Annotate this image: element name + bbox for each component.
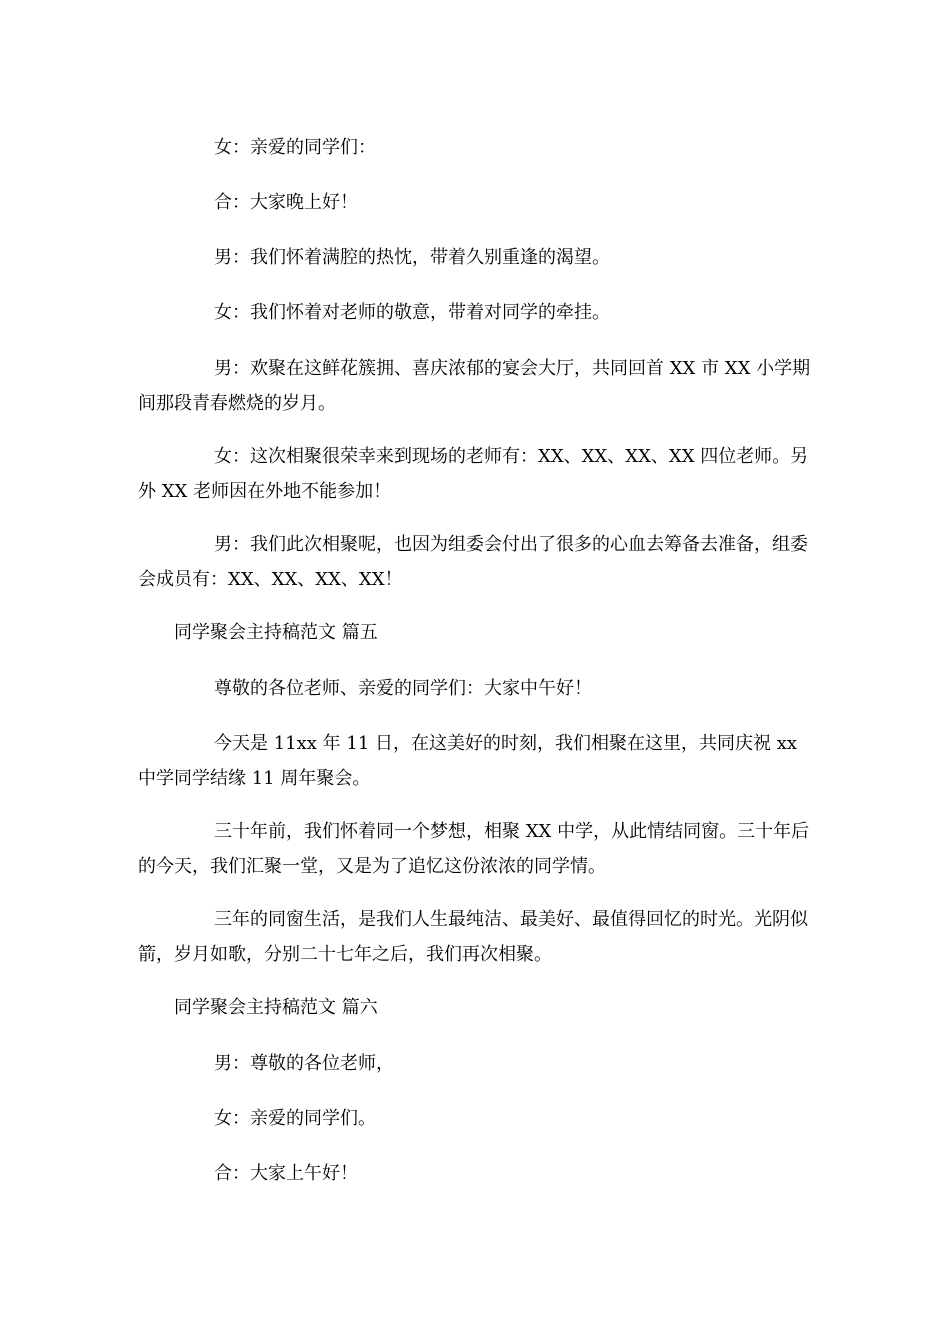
paragraph: 男：欢聚在这鲜花簇拥、喜庆浓郁的宴会大厅，共同回首 XX 市 XX 小学期间那段青春燃烧的岁月。 [138, 358, 811, 414]
paragraph: 女：亲爱的同学们。 [214, 1108, 376, 1129]
paragraph: 男：我们怀着满腔的热忱，带着久别重逢的渴望。 [214, 247, 610, 268]
section-heading: 同学聚会主持稿范文 篇六 [174, 997, 378, 1018]
section-heading: 同学聚会主持稿范文 篇五 [174, 622, 378, 643]
paragraph: 女：亲爱的同学们： [214, 137, 376, 158]
paragraph: 三年的同窗生活，是我们人生最纯洁、最美好、最值得回忆的时光。光阴似箭，岁月如歌，分别二十七年之后，我们再次相聚。 [138, 909, 808, 965]
paragraph: 合：大家晚上好！ [214, 192, 358, 213]
paragraph: 三十年前，我们怀着同一个梦想，相聚 XX 中学，从此情结同窗。三十年后的今天，我们汇聚一堂，又是为了追忆这份浓浓的同学情。 [138, 821, 810, 877]
paragraph: 男：我们此次相聚呢，也因为组委会付出了很多的心血去筹备去准备，组委会成员有：XX、XX、XX、XX！ [138, 534, 808, 590]
paragraph: 女：这次相聚很荣幸来到现场的老师有：XX、XX、XX、XX 四位老师。另外 XX 老师因在外地不能参加！ [138, 446, 809, 502]
paragraph: 女：我们怀着对老师的敬意，带着对同学的牵挂。 [214, 302, 610, 323]
paragraph: 今天是 11xx 年 11 日，在这美好的时刻，我们相聚在这里，共同庆祝 xx 中学同学结缘 11 周年聚会。 [138, 733, 798, 789]
paragraph: 尊敬的各位老师、亲爱的同学们：大家中午好！ [214, 678, 592, 699]
paragraph: 合：大家上午好！ [214, 1163, 358, 1184]
paragraph: 男：尊敬的各位老师， [214, 1053, 394, 1074]
